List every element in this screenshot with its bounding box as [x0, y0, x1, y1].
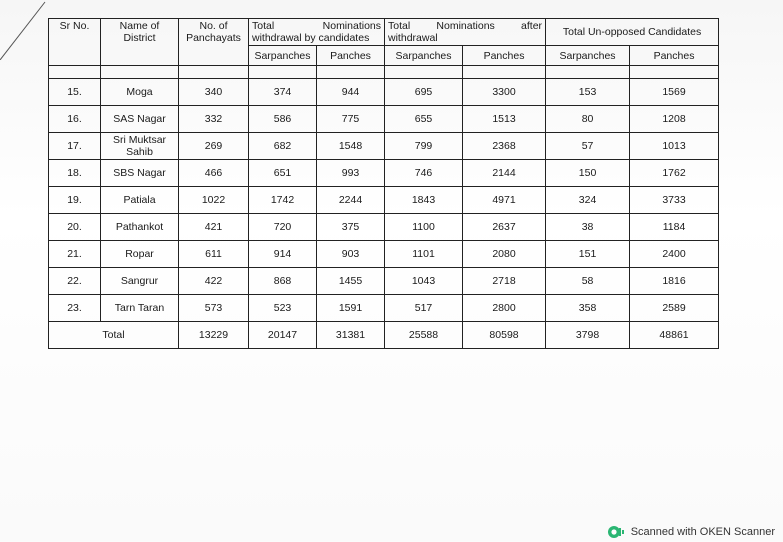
cell-unopposed-panches: 1816	[630, 268, 719, 295]
nominations-table	[48, 18, 719, 349]
header-nominations-withdrawal	[249, 19, 385, 46]
cell-after-sarpanches: 1100	[385, 214, 463, 241]
cell-unopposed-panches: 2400	[630, 241, 719, 268]
cell-district: Sangrur	[101, 268, 179, 295]
cell-district: Sri Muktsar Sahib	[101, 133, 179, 160]
cell-after-panches: 2144	[463, 160, 546, 187]
cell-unopposed-panches: 1013	[630, 133, 719, 160]
cell-panchayats: 1022	[179, 187, 249, 214]
cell-after-panches: 2718	[463, 268, 546, 295]
total-after-panches: 80598	[463, 322, 546, 349]
cell-panchayats: 466	[179, 160, 249, 187]
table-row	[49, 241, 719, 268]
cell-unopposed-panches: 3733	[630, 187, 719, 214]
table-row	[49, 79, 719, 106]
cell-district: Moga	[101, 79, 179, 106]
cell-unopposed-sarpanches: 153	[546, 79, 630, 106]
cell-after-sarpanches: 1843	[385, 187, 463, 214]
cell-withdrawal-panches: 1591	[317, 295, 385, 322]
cell-withdrawal-panches: 2244	[317, 187, 385, 214]
cell-after-panches: 2637	[463, 214, 546, 241]
cell-district: Tarn Taran	[101, 295, 179, 322]
cell-unopposed-sarpanches: 58	[546, 268, 630, 295]
cell-withdrawal-sarpanches: 868	[249, 268, 317, 295]
cell-panchayats: 573	[179, 295, 249, 322]
table-row	[49, 214, 719, 241]
subheader-withdrawal-sarpanches: Sarpanches	[249, 46, 317, 66]
header-unopposed: Total Un-opposed Candidates	[546, 19, 719, 46]
cell-unopposed-panches: 1184	[630, 214, 719, 241]
cell-sr-no: 21.	[49, 241, 101, 268]
cell-unopposed-sarpanches: 150	[546, 160, 630, 187]
cell-withdrawal-sarpanches: 586	[249, 106, 317, 133]
cell-withdrawal-panches: 944	[317, 79, 385, 106]
total-unopposed-panches: 48861	[630, 322, 719, 349]
cell-panchayats: 269	[179, 133, 249, 160]
subheader-unopposed-sarpanches: Sarpanches	[546, 46, 630, 66]
cell-unopposed-sarpanches: 80	[546, 106, 630, 133]
cell-sr-no: 19.	[49, 187, 101, 214]
header-after-withdrawal: withdrawal	[388, 32, 438, 44]
table-row	[49, 160, 719, 187]
spacer-row	[49, 66, 719, 79]
cell-after-sarpanches: 746	[385, 160, 463, 187]
cell-district: SBS Nagar	[101, 160, 179, 187]
cell-withdrawal-sarpanches: 1742	[249, 187, 317, 214]
cell-unopposed-sarpanches: 38	[546, 214, 630, 241]
cell-sr-no: 15.	[49, 79, 101, 106]
cell-withdrawal-sarpanches: 914	[249, 241, 317, 268]
cell-unopposed-panches: 2589	[630, 295, 719, 322]
cell-unopposed-sarpanches: 57	[546, 133, 630, 160]
cell-withdrawal-panches: 993	[317, 160, 385, 187]
cell-panchayats: 332	[179, 106, 249, 133]
cell-unopposed-panches: 1762	[630, 160, 719, 187]
cell-after-panches: 1513	[463, 106, 546, 133]
cell-sr-no: 20.	[49, 214, 101, 241]
header-after-total: Total	[388, 20, 411, 32]
table-row	[49, 295, 719, 322]
header-withdrawal-nominations: Nominations	[322, 20, 382, 32]
subheader-withdrawal-panches: Panches	[317, 46, 385, 66]
cell-panchayats: 340	[179, 79, 249, 106]
header-withdrawal-total: Total	[252, 20, 275, 32]
total-panchayats: 13229	[179, 322, 249, 349]
cell-after-sarpanches: 1043	[385, 268, 463, 295]
cell-withdrawal-sarpanches: 651	[249, 160, 317, 187]
cell-after-sarpanches: 1101	[385, 241, 463, 268]
header-after-nominations: Nominations	[436, 20, 495, 32]
table-row	[49, 133, 719, 160]
cell-after-panches: 2080	[463, 241, 546, 268]
cell-district: Patiala	[101, 187, 179, 214]
total-label: Total	[49, 322, 179, 349]
total-withdrawal-panches: 31381	[317, 322, 385, 349]
cell-withdrawal-panches: 903	[317, 241, 385, 268]
cell-after-sarpanches: 517	[385, 295, 463, 322]
cell-unopposed-sarpanches: 151	[546, 241, 630, 268]
cell-after-sarpanches: 799	[385, 133, 463, 160]
cell-panchayats: 422	[179, 268, 249, 295]
header-district: Name of District	[101, 19, 179, 66]
cell-after-panches: 4971	[463, 187, 546, 214]
cell-district: SAS Nagar	[101, 106, 179, 133]
cell-panchayats: 611	[179, 241, 249, 268]
subheader-after-panches: Panches	[463, 46, 546, 66]
cell-sr-no: 18.	[49, 160, 101, 187]
cell-after-panches: 2368	[463, 133, 546, 160]
cell-after-sarpanches: 695	[385, 79, 463, 106]
header-nominations-after	[385, 19, 546, 46]
cell-unopposed-sarpanches: 324	[546, 187, 630, 214]
total-unopposed-sarpanches: 3798	[546, 322, 630, 349]
cell-panchayats: 421	[179, 214, 249, 241]
table-row	[49, 268, 719, 295]
cell-sr-no: 16.	[49, 106, 101, 133]
cell-district: Pathankot	[101, 214, 179, 241]
oken-scanner-logo-icon	[607, 525, 625, 539]
cell-district: Ropar	[101, 241, 179, 268]
cell-after-sarpanches: 655	[385, 106, 463, 133]
cell-unopposed-panches: 1569	[630, 79, 719, 106]
header-withdrawal-by-candidates: withdrawal by candidates	[252, 32, 370, 44]
cell-after-panches: 3300	[463, 79, 546, 106]
cell-withdrawal-sarpanches: 682	[249, 133, 317, 160]
cell-withdrawal-panches: 375	[317, 214, 385, 241]
scanner-watermark	[607, 525, 775, 539]
total-withdrawal-sarpanches: 20147	[249, 322, 317, 349]
subheader-unopposed-panches: Panches	[630, 46, 719, 66]
cell-after-panches: 2800	[463, 295, 546, 322]
cell-unopposed-panches: 1208	[630, 106, 719, 133]
header-after-after: after	[521, 20, 543, 32]
cell-withdrawal-panches: 775	[317, 106, 385, 133]
cell-withdrawal-sarpanches: 720	[249, 214, 317, 241]
header-sr-no: Sr No.	[49, 19, 101, 66]
total-after-sarpanches: 25588	[385, 322, 463, 349]
cell-unopposed-sarpanches: 358	[546, 295, 630, 322]
table-header-row	[49, 19, 719, 46]
cell-withdrawal-sarpanches: 523	[249, 295, 317, 322]
scanner-text: Scanned with OKEN Scanner	[630, 526, 775, 538]
total-row	[49, 322, 719, 349]
cell-withdrawal-sarpanches: 374	[249, 79, 317, 106]
cell-withdrawal-panches: 1455	[317, 268, 385, 295]
table-row	[49, 187, 719, 214]
cell-sr-no: 23.	[49, 295, 101, 322]
subheader-after-sarpanches: Sarpanches	[385, 46, 463, 66]
table-row	[49, 106, 719, 133]
cell-withdrawal-panches: 1548	[317, 133, 385, 160]
header-panchayats: No. of Panchayats	[179, 19, 249, 66]
cell-sr-no: 22.	[49, 268, 101, 295]
cell-sr-no: 17.	[49, 133, 101, 160]
